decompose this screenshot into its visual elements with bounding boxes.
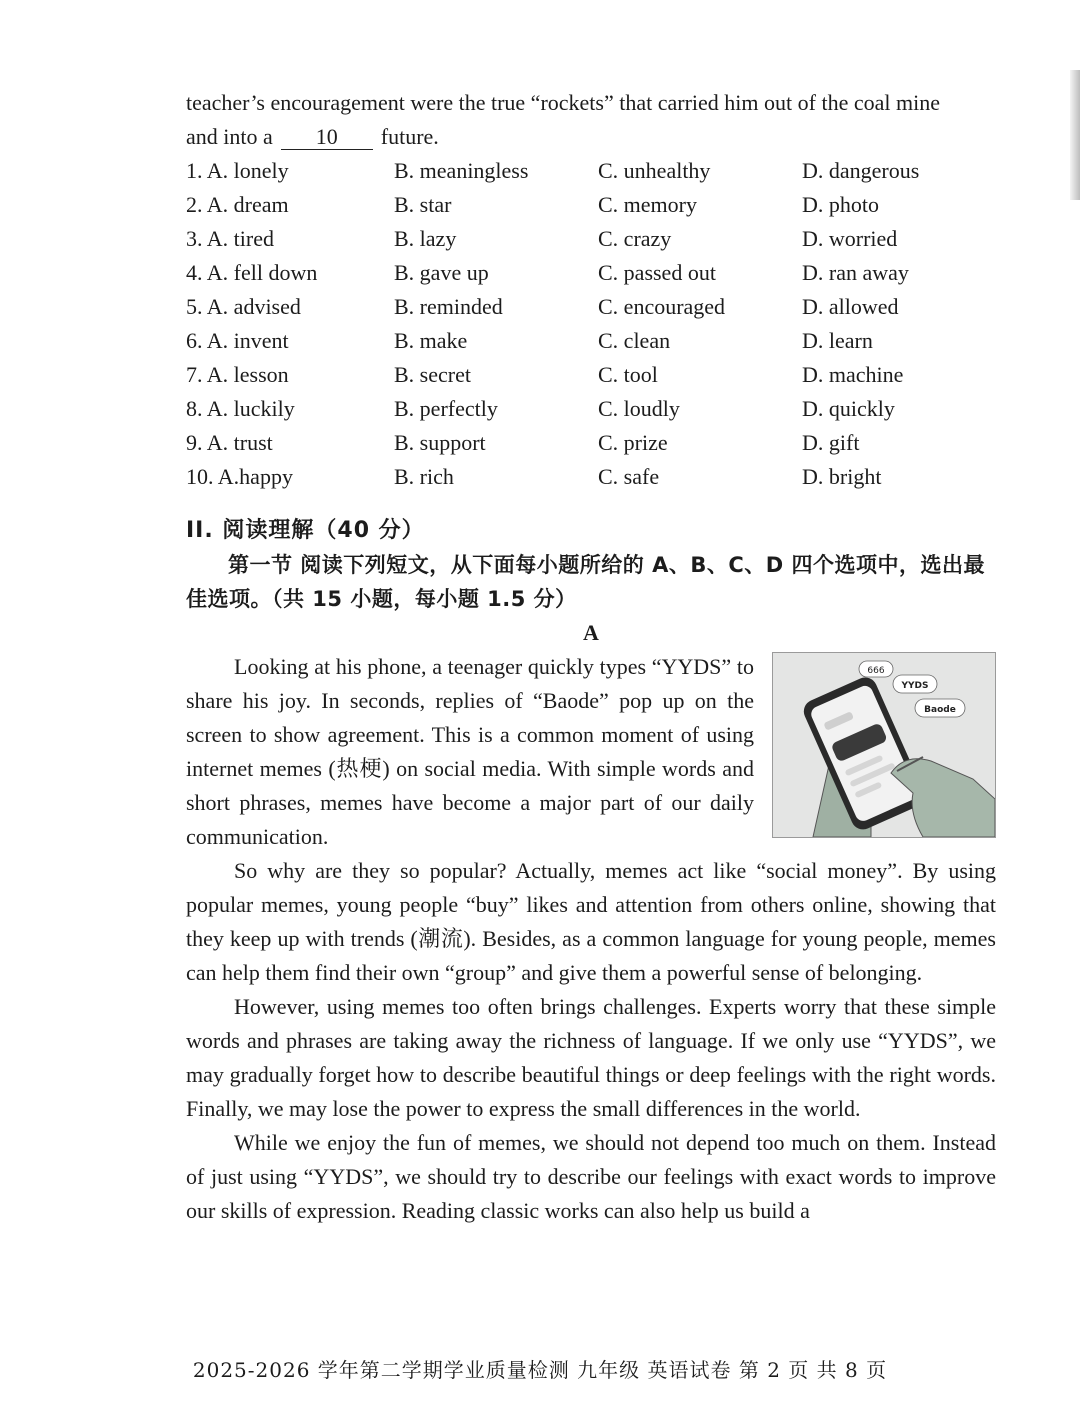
option-row bbox=[186, 460, 996, 494]
option-a: 3. A. tired bbox=[186, 226, 274, 251]
passage-body bbox=[186, 650, 996, 1228]
option-a: 4. A. fell down bbox=[186, 260, 318, 285]
option-row bbox=[186, 188, 996, 222]
option-row bbox=[186, 324, 996, 358]
passage-paragraph-4: While we enjoy the fun of memes, we should not depend too much on them. Instead of just using “YYDS”, we should try to describe our feelings with exact words to improve our skills of expression. Reading classic works can also help us build a bbox=[186, 1130, 996, 1223]
phone-hand-icon bbox=[773, 653, 995, 837]
option-d: D. photo bbox=[802, 192, 879, 217]
option-b: B. star bbox=[394, 192, 452, 217]
option-a: 10. A.happy bbox=[186, 464, 293, 489]
option-a: 6. A. invent bbox=[186, 328, 289, 353]
option-row bbox=[186, 256, 996, 290]
option-d: D. dangerous bbox=[802, 158, 920, 183]
option-c: C. crazy bbox=[598, 226, 672, 251]
option-c: C. passed out bbox=[598, 260, 716, 285]
phone-illustration bbox=[772, 652, 996, 838]
option-a: 1. A. lonely bbox=[186, 158, 289, 183]
option-c: C. loudly bbox=[598, 396, 680, 421]
option-b: B. gave up bbox=[394, 260, 489, 285]
cloze-text: and into a bbox=[186, 124, 273, 149]
page-footer: 2025-2026 学年第二学期学业质量检测 九年级 英语试卷 第 2 页 共 8 页 bbox=[192, 1358, 888, 1382]
option-d: D. gift bbox=[802, 430, 860, 455]
option-b: B. lazy bbox=[394, 226, 457, 251]
option-c: C. memory bbox=[598, 192, 697, 217]
cloze-end-line-2 bbox=[186, 120, 996, 154]
passage-letter: A bbox=[583, 620, 599, 645]
option-a: 2. A. dream bbox=[186, 192, 289, 217]
option-b: B. perfectly bbox=[394, 396, 498, 421]
section-title: II. 阅读理解（40 分） bbox=[186, 518, 425, 543]
option-c: C. prize bbox=[598, 430, 668, 455]
option-b: B. reminded bbox=[394, 294, 503, 319]
option-b: B. make bbox=[394, 328, 468, 353]
option-c: C. encouraged bbox=[598, 294, 726, 319]
option-c: C. clean bbox=[598, 328, 671, 353]
option-row bbox=[186, 290, 996, 324]
option-a: 5. A. advised bbox=[186, 294, 301, 319]
option-d: D. allowed bbox=[802, 294, 899, 319]
option-c: C. tool bbox=[598, 362, 658, 387]
section-instruction: 第一节 阅读下列短文，从下面每小题所给的 A、B、C、D 四个选项中，选出最佳选项。（共 15 小题，每小题 1.5 分） bbox=[186, 553, 986, 611]
bubble-baode: Baode bbox=[924, 705, 956, 715]
scan-edge bbox=[1070, 70, 1080, 200]
option-b: B. meaningless bbox=[394, 158, 529, 183]
option-row bbox=[186, 392, 996, 426]
option-d: D. learn bbox=[802, 328, 873, 353]
option-row bbox=[186, 358, 996, 392]
option-a: 9. A. trust bbox=[186, 430, 273, 455]
cloze-text-after: future. bbox=[380, 124, 439, 149]
option-d: D. worried bbox=[802, 226, 898, 251]
bubble-666: 666 bbox=[867, 666, 885, 676]
option-c: C. safe bbox=[598, 464, 660, 489]
option-c: C. unhealthy bbox=[598, 158, 711, 183]
option-d: D. ran away bbox=[802, 260, 909, 285]
option-row bbox=[186, 426, 996, 460]
option-b: B. support bbox=[394, 430, 486, 455]
option-d: D. machine bbox=[802, 362, 904, 387]
cloze-blank-10: 10 bbox=[281, 125, 373, 150]
option-row bbox=[186, 154, 996, 188]
option-row bbox=[186, 222, 996, 256]
exam-page bbox=[186, 86, 996, 1228]
bubble-yyds: YYDS bbox=[901, 681, 929, 691]
passage-paragraph-3: However, using memes too often brings challenges. Experts worry that these simple words and phrases are taking away the richness of language. If we only use “YYDS”, we may gradually forget how to describe beautiful things or deep feelings with the right words. Finally, we may lose the power to express the small differences in the world. bbox=[186, 994, 996, 1121]
cloze-options bbox=[186, 154, 996, 494]
option-d: D. quickly bbox=[802, 396, 895, 421]
cloze-end-line-1: teacher’s encouragement were the true “rockets” that carried him out of the coal mine bbox=[186, 90, 940, 115]
option-a: 7. A. lesson bbox=[186, 362, 289, 387]
option-a: 8. A. luckily bbox=[186, 396, 295, 421]
option-d: D. bright bbox=[802, 464, 882, 489]
option-b: B. secret bbox=[394, 362, 471, 387]
passage-paragraph-2: So why are they so popular? Actually, memes act like “social money”. By using popular memes, young people “buy” likes and attention from others online, showing that they keep up with trends (潮流). Besides, as a common language for young people, memes can help them find their own “group” and give them a powerful sense of belonging. bbox=[186, 858, 996, 985]
option-b: B. rich bbox=[394, 464, 454, 489]
passage-paragraph-1: Looking at his phone, a teenager quickly types “YYDS” to share his joy. In seconds, replies of “Baode” pop up on the screen to show agreement. This is a common moment of using internet memes (热梗) on social media. With simple words and short phrases, memes have become a major part of our daily communication. bbox=[186, 654, 754, 849]
